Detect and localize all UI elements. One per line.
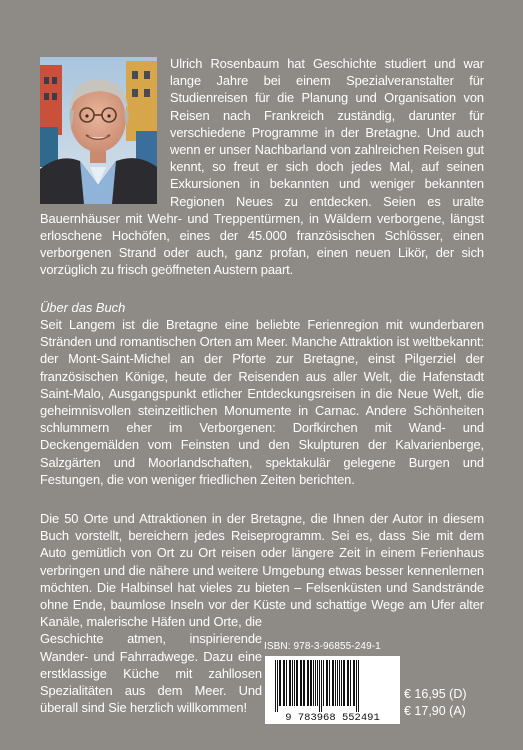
barcode-bar xyxy=(358,660,359,712)
barcode-bar xyxy=(353,660,355,706)
barcode-bar xyxy=(279,660,281,706)
barcode-bar xyxy=(341,660,342,706)
barcode-bar xyxy=(317,660,318,706)
barcode-number: 9 783968 552491 xyxy=(285,712,380,724)
price-block xyxy=(404,686,484,720)
barcode-bar xyxy=(283,660,285,706)
barcode-bar xyxy=(292,660,293,706)
author-bio-text: Ulrich Rosenbaum hat Geschichte studiert und war lange Jahre bei einem Spezialveranstalter für Studienreisen für die Planung und Organisation von Reisen nach Frankreich zuständig, darunter für verschiedene Programme in der Bretagne. Und auch wenn er unser Nachbarland von zahlreichen Reisen gut kennt, so freut er sich doch jedes Mal, auf seinen Exkursionen in bekannten und weniger bekannten Regionen Neues zu entdecken. Seien es uralte Bauernhäuser mit Wehr- und Treppentürmen, in Wäldern verborgene, längst erloschene Hochöfen, eines der 45.000 französischen Schlösser, einen verborgenen Strand oder auch, ganz profan, einen neuen Likör, der sich vorzüglich zu frisch geöffneten Austern paart. xyxy=(40,56,484,278)
barcode-bar xyxy=(356,660,357,712)
about-paragraph-1: Seit Langem ist die Bretagne eine beliebte Ferienregion mit wunderbaren Stränden und romantischen Orten am Meer. Manche Attraktion ist weltbekannt: der Mont-Saint-Michel an der Pforte zur Bretagne, einst Pilgerziel der französischen Könige, heute der Reisenden aus aller Welt, die Hafenstadt Saint-Malo, Ausgangspunkt etlicher Entdeckungsreisen in die Neue Welt, die geheimnisvollen steinzeitlichen Monumente in Carnac. Andere Schönheiten schlummern eher im Verborgenen: Dorfkirchen mit Wand- und Deckengemälden vom Feinsten und den Skulpturen der Kalvarienberge, Salzgärten und Moorlandschaften, spektakulär gelegene Burgen und Festungen, die von weniger friedlichen Zeiten berichten. xyxy=(40,317,484,487)
isbn-label: ISBN: 978-3-96855-249-1 xyxy=(264,641,381,652)
price-austria: € 17,90 (A) xyxy=(404,704,466,718)
barcode-bar xyxy=(303,660,305,706)
barcode-bar xyxy=(296,660,298,706)
barcode xyxy=(265,656,400,724)
barcode-bar xyxy=(310,660,312,706)
barcode-bar xyxy=(277,660,278,712)
barcode-bar xyxy=(315,660,316,706)
barcode-bar xyxy=(294,660,295,706)
barcode-bar xyxy=(323,660,324,706)
barcode-bar xyxy=(286,660,287,706)
barcode-bar xyxy=(343,660,345,706)
barcode-bar xyxy=(332,660,334,706)
barcode-bar xyxy=(321,660,322,712)
barcode-bar xyxy=(337,660,338,706)
barcode-bar xyxy=(350,660,351,706)
barcode-bar xyxy=(329,660,330,706)
barcode-bar xyxy=(307,660,309,706)
barcode-bar xyxy=(300,660,302,706)
author-bio xyxy=(40,55,484,279)
barcode-bar xyxy=(347,660,349,706)
barcode-bar xyxy=(326,660,328,706)
barcode-bar xyxy=(339,660,340,706)
barcode-bar xyxy=(319,660,320,712)
barcode-bar xyxy=(289,660,291,706)
about-paragraph-2-text: Die 50 Orte und Attraktionen in der Bretagne, die Ihnen der Autor in diesem Buch vorstellt, bereichern jedes Reiseprogramm. Sei es, dass Sie mit dem Auto gemütlich von Ort zu Ort reisen oder längere Zeit in einem Ferienhaus verbringen und die nähere und weitere Umgebung etwas besser kennenlernen möchten. Die Halbinsel hat vieles zu bieten – Felsenküsten und Sandstrände ohne Ende, baumlose Inseln vor der Küste und schattige Wege am Ufer alter Kanäle, malerische Häfen und Orte, die Geschichte atmen, inspirierende Wander- und Fahrradwege. Dazu eine erstklassige Küche mit zahllosen Spezialitäten aus dem Meer. Und überall sind Sie herzlich willkommen! xyxy=(40,511,484,716)
price-germany: € 16,95 (D) xyxy=(404,687,467,701)
barcode-bar xyxy=(275,660,276,712)
photo-spacer xyxy=(40,55,170,202)
barcode-bar xyxy=(313,660,314,706)
barcode-bar xyxy=(335,660,336,706)
section-heading: Über das Buch xyxy=(40,300,126,315)
